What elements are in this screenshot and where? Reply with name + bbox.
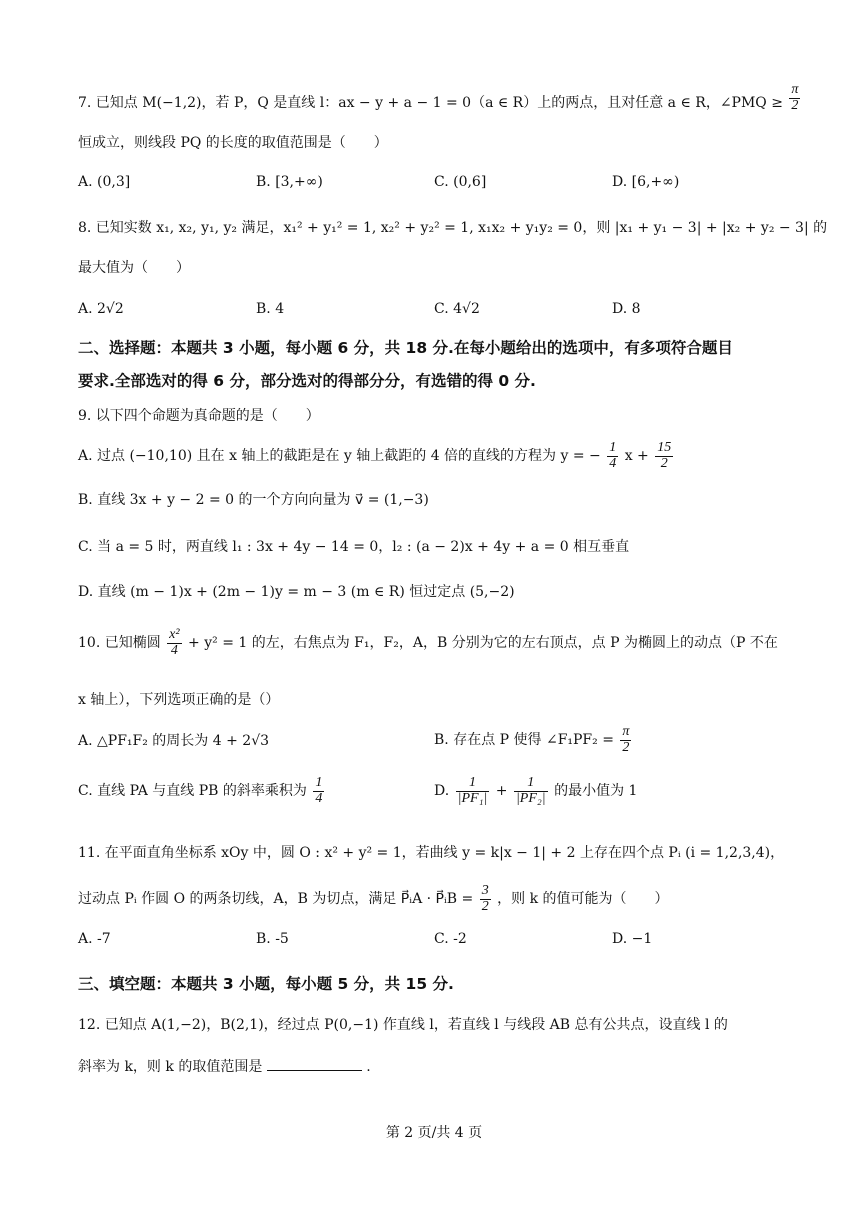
section3-heading: 三、填空题：本题共 3 小题，每小题 5 分，共 15 分.	[78, 975, 454, 993]
q8-option-a: A. 2√2	[78, 301, 124, 317]
page-footer: 第 2 页/共 4 页	[385, 1125, 483, 1141]
q9-a-mid: x +	[624, 448, 649, 465]
q10-c-frac-den: 4	[315, 790, 323, 806]
q9-a-frac1	[607, 441, 618, 471]
q11-frac-den: 2	[481, 898, 489, 914]
q9-a-frac2-num: 15	[657, 440, 672, 455]
q10-b-frac	[620, 725, 631, 755]
q8-option-b: B. 4	[256, 301, 285, 317]
q10-option-c	[78, 776, 326, 806]
q12-stem-line1: 12. 已知点 A(1,−2)，B(2,1)，经过点 P(0,−1) 作直线 l，若直线 l 与线段 AB 总有公共点，设直线 l 的	[78, 1017, 728, 1033]
q10-c-frac-num: 1	[315, 775, 323, 790]
q9-stem: 9. 以下四个命题为真命题的是（ ）	[78, 408, 320, 424]
q7-option-a: A. (0,3]	[78, 174, 131, 190]
q8-stem-line1: 8. 已知实数 x₁, x₂, y₁, y₂ 满足，x₁² + y₁² = 1, x₂² + y₂² = 1, x₁x₂ + y₁y₂ = 0，则 |x₁ + y₁ − 3| + |x₂ + y₂ − 3| 的	[78, 220, 828, 236]
section2-heading-line1: 二、选择题：本题共 3 小题，每小题 6 分，共 18 分.在每小题给出的选项中，有多项符合题目	[78, 339, 733, 357]
q10-option-a: A. △PF₁F₂ 的周长为 4 + 2√3	[78, 733, 270, 749]
q10-stem-line2: x 轴上），下列选项正确的是（）	[78, 692, 280, 708]
q9-a-frac1-num: 1	[609, 440, 617, 455]
q10-option-d	[434, 776, 637, 806]
q10-d-frac2-den: |PF₂|	[515, 790, 546, 806]
q10-b-frac-den: 2	[622, 739, 630, 755]
q10-d-frac1	[456, 776, 490, 806]
q12-answer-blank[interactable]	[267, 1058, 362, 1071]
q12-line2-pre: 斜率为 k，则 k 的取值范围是	[78, 1059, 263, 1075]
q10-option-b	[434, 725, 633, 755]
q12-stem-line2	[78, 1058, 371, 1074]
q7-stem-line1	[78, 82, 802, 113]
q10-b-frac-num: π	[622, 724, 630, 739]
q7-option-b: B. [3,+∞)	[256, 174, 323, 190]
q9-option-d: D. 直线 (m − 1)x + (2m − 1)y = m − 3 (m ∈ R) 恒过定点 (5,−2)	[78, 584, 515, 600]
q11-option-d: D. −1	[612, 931, 653, 947]
q9-a-frac2	[655, 441, 673, 471]
q9-a-frac2-den: 2	[660, 455, 668, 471]
q9-a-text: A. 过点 (−10,10) 且在 x 轴上的截距是在 y 轴上截距的 4 倍的直线的方程为 y = −	[78, 448, 601, 465]
q10-d-frac2	[514, 776, 548, 806]
q9-option-b: B. 直线 3x + y − 2 = 0 的一个方向向量为 v⃗ = (1,−3)	[78, 492, 429, 508]
q7-option-c: C. (0,6]	[434, 174, 487, 190]
q10-b-pre: B. 存在点 P 使得 ∠F₁PF₂ =	[434, 732, 614, 749]
q9-option-c: C. 当 a = 5 时，两直线 l₁ : 3x + 4y − 14 = 0，l₂ : (a − 2)x + 4y + a = 0 相互垂直	[78, 539, 630, 555]
q11-option-c: C. -2	[434, 931, 467, 947]
q7-stem-line2: 恒成立，则线段 PQ 的长度的取值范围是（ ）	[78, 135, 388, 151]
q7-option-d: D. [6,+∞)	[612, 174, 680, 190]
q10-pre: 10. 已知椭圆	[78, 635, 161, 652]
q11-option-a: A. -7	[78, 931, 111, 947]
q12-line2-post: .	[366, 1059, 371, 1075]
q10-d-frac1-den: |PF₁|	[457, 790, 488, 806]
q11-stem-line1: 11. 在平面直角坐标系 xOy 中，圆 O : x² + y² = 1，若曲线 y = k|x − 1| + 2 上存在四个点 Pᵢ (i = 1,2,3,4)，	[78, 845, 785, 861]
q10-d-frac2-num: 1	[514, 776, 548, 792]
q9-option-a	[78, 441, 675, 471]
q11-stem-line2	[78, 884, 669, 914]
q7-text-a: 7. 已知点 M(−1,2)，若 P，Q 是直线 l：ax − y + a − 1 = 0（a ∈ R）上的两点，且对任意 a ∈ R，∠PMQ ≥	[78, 95, 783, 112]
q8-option-c: C. 4√2	[434, 301, 480, 317]
q8-stem-line2: 最大值为（ ）	[78, 260, 190, 276]
q8-option-d: D. 8	[612, 301, 641, 317]
q7-frac-den: 2	[791, 97, 799, 113]
q9-a-frac1-den: 4	[609, 455, 617, 471]
section2-heading-line2: 要求.全部选对的得 6 分，部分选对的得部分分，有选错的得 0 分.	[78, 372, 536, 390]
q11-line2-post: ，则 k 的值可能为（ ）	[497, 891, 669, 908]
q11-frac	[480, 884, 491, 914]
q10-ellipse-frac	[167, 628, 181, 658]
q10-c-frac	[313, 776, 324, 806]
q10-d-post: 的最小值为 1	[554, 783, 638, 800]
q10-frac-num: x²	[169, 627, 180, 642]
q10-post: + y² = 1 的左，右焦点为 F₁，F₂，A，B 分别为它的左右顶点，点 P 为椭圆上的动点（P 不在	[188, 635, 778, 652]
q11-option-b: B. -5	[256, 931, 289, 947]
q7-fraction	[789, 83, 800, 113]
q10-stem-line1	[78, 628, 778, 658]
q10-d-frac1-num: 1	[456, 776, 490, 792]
q11-frac-num: 3	[481, 883, 489, 898]
q10-frac-den: 4	[170, 642, 178, 658]
q10-c-pre: C. 直线 PA 与直线 PB 的斜率乘积为	[78, 783, 307, 800]
q11-line2-pre: 过动点 Pᵢ 作圆 O 的两条切线，A，B 为切点，满足 P⃗ᵢA · P⃗ᵢB =	[78, 891, 474, 908]
q7-frac-num: π	[791, 82, 799, 97]
q10-d-pre: D.	[434, 783, 450, 800]
q10-d-plus: +	[495, 783, 508, 800]
